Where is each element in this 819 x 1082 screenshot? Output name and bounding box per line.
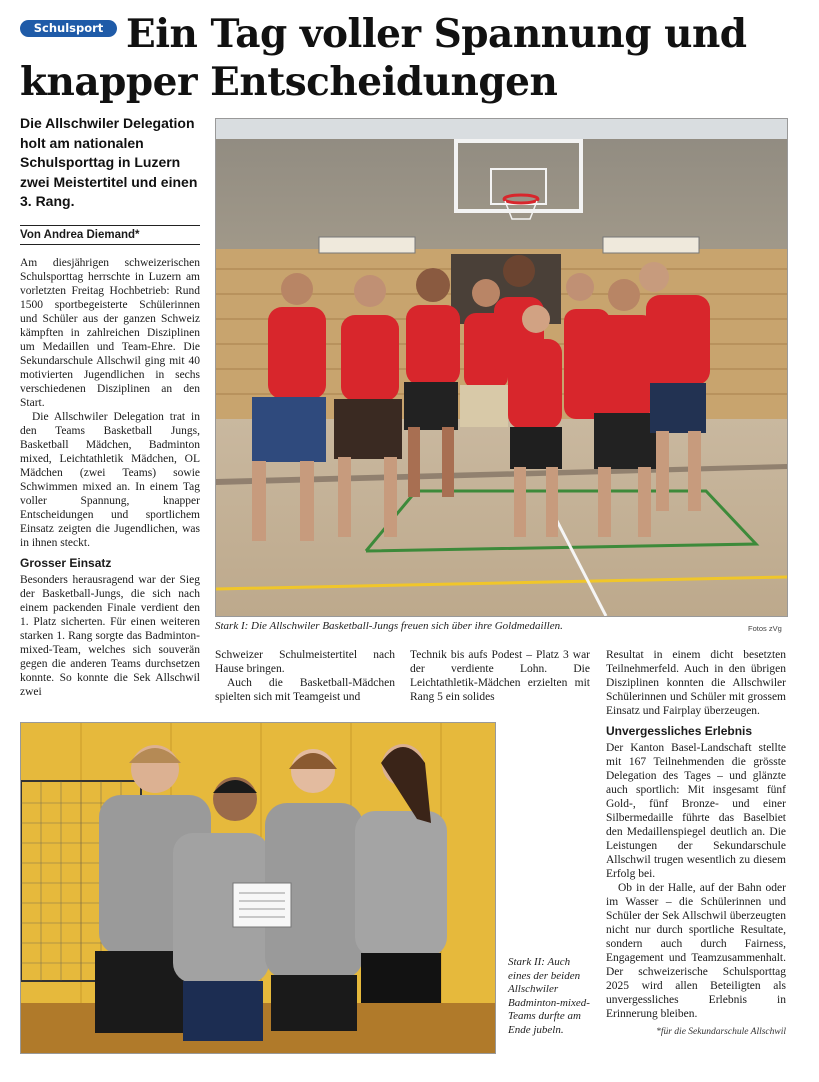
paragraph: Schweizer Schulmeistertitel nach Hause bringen. (215, 649, 395, 675)
certificate-sheet (233, 883, 291, 927)
photo-basketball-team (215, 118, 788, 617)
lead-text: Die Allschwiler Delegation holt am nationalen Schulsporttag in Luzern zwei Meistertitel und einen 3. Rang. (20, 115, 198, 209)
paragraph: Ob in der Halle, auf der Bahn oder im Wasser – die Schülerinnen und Schüler der Sek Allschwil überzeugten nicht nur durch sportliche Resultate, sondern auch durch Fairness, Engagement und Teamzusammenhalt. Der schweizerische Schulsporttag 2025 wird allen Beteiligten als unvergessliches Erlebnis in Erinnerung bleiben. (606, 882, 786, 1020)
photo-badminton-team (20, 722, 496, 1054)
paragraph: Technik bis aufs Podest – Platz 3 war der verdiente Lohn. Die Leichtathletik-Mädchen erzielten mit Rang 5 ein solides (410, 649, 590, 703)
photo-credit: Fotos zVg (748, 624, 782, 633)
byline: Von Andrea Diemand* (20, 225, 200, 245)
subheading: Unvergessliches Erlebnis (606, 724, 753, 738)
paragraph: Die Allschwiler Delegation trat in den Teams Basketball Jungs, Basketball Mädchen, Badminton mixed, Leichtathletik Mädchen, OL Mädchen (zwei Teams) sowie Schwimmen mixed an. In einem Tag voller Spannung, knapper Entscheidungen und sportlichem Einsatz zeigten die Jugendlichen, was in ihnen steckt. (20, 411, 200, 549)
column-3 (410, 648, 590, 704)
basketball-team-illustration (216, 119, 787, 616)
photo-2-caption: Stark II: Auch eines der beiden Allschwiler Badminton-mixed-Teams durfte am Ende jubeln. (508, 956, 590, 1036)
paragraph: Resultat in einem dicht besetzten Teilnehmerfeld. Auch in den übrigen Disziplinen konnten die Allschwiler Schülerinnen und Schüler mit grossem Einsatz und Fairplay überzeugen. (606, 649, 786, 717)
photo-1-caption: Stark I: Die Allschwiler Basketball-Jungs freuen sich über ihre Goldmedaillen. (215, 620, 563, 632)
author-footnote: *für die Sekundarschule Allschwil (656, 1027, 786, 1037)
paragraph: Besonders herausragend war der Sieg der Basketball-Jungs, die sich nach einem packenden Finale verdient den 1. Platz sicherten. Für einen weiteren starken 1. Rang sorgte das Badminton-mixed-Team, welches sich souverän gegen die anderen Teams durchsetzen konnte. So konnte die Sek Allschwil zwei (20, 574, 200, 698)
column-4 (606, 648, 786, 1039)
paragraph: Am diesjährigen schweizerischen Schulsporttag herrschte in Luzern am vorletzten Freitag Hochbetrieb: Rund 1500 sportbegeisterte Schülerinnen und Schüler aus der ganzen Schweiz kämpften in zahlreichen Disziplinen um Medaillen und Team-Ehre. Die Sekundarschule Allschwil ging mit 40 motivierten Jugendlichen in sechs verschiedenen Disziplinen an den Start. (20, 257, 200, 409)
paragraph: Auch die Basketball-Mädchen spielten sich mit Teamgeist und (215, 677, 395, 703)
column-2 (215, 648, 395, 704)
column-1 (20, 256, 200, 699)
badminton-team-illustration (21, 723, 495, 1053)
paragraph: Der Kanton Basel-Landschaft stellte mit 167 Teilnehmenden die grösste Delegation des Tages – und glänzte auch sportlich: Mit insgesamt fünf Gold-, fünf Bronze- und einer Silbermedaille führte das Baselbiet den Medaillenspiegel deutlich an. Die Leistungen der Sekundarschule Allschwil trugen wesentlich zu diesem Erfolg bei. (606, 742, 786, 880)
subheading: Grosser Einsatz (20, 556, 112, 570)
section-tag: Schulsport (20, 20, 117, 37)
headline: Ein Tag voller Spannung und knapper Entscheidungen (20, 11, 747, 105)
